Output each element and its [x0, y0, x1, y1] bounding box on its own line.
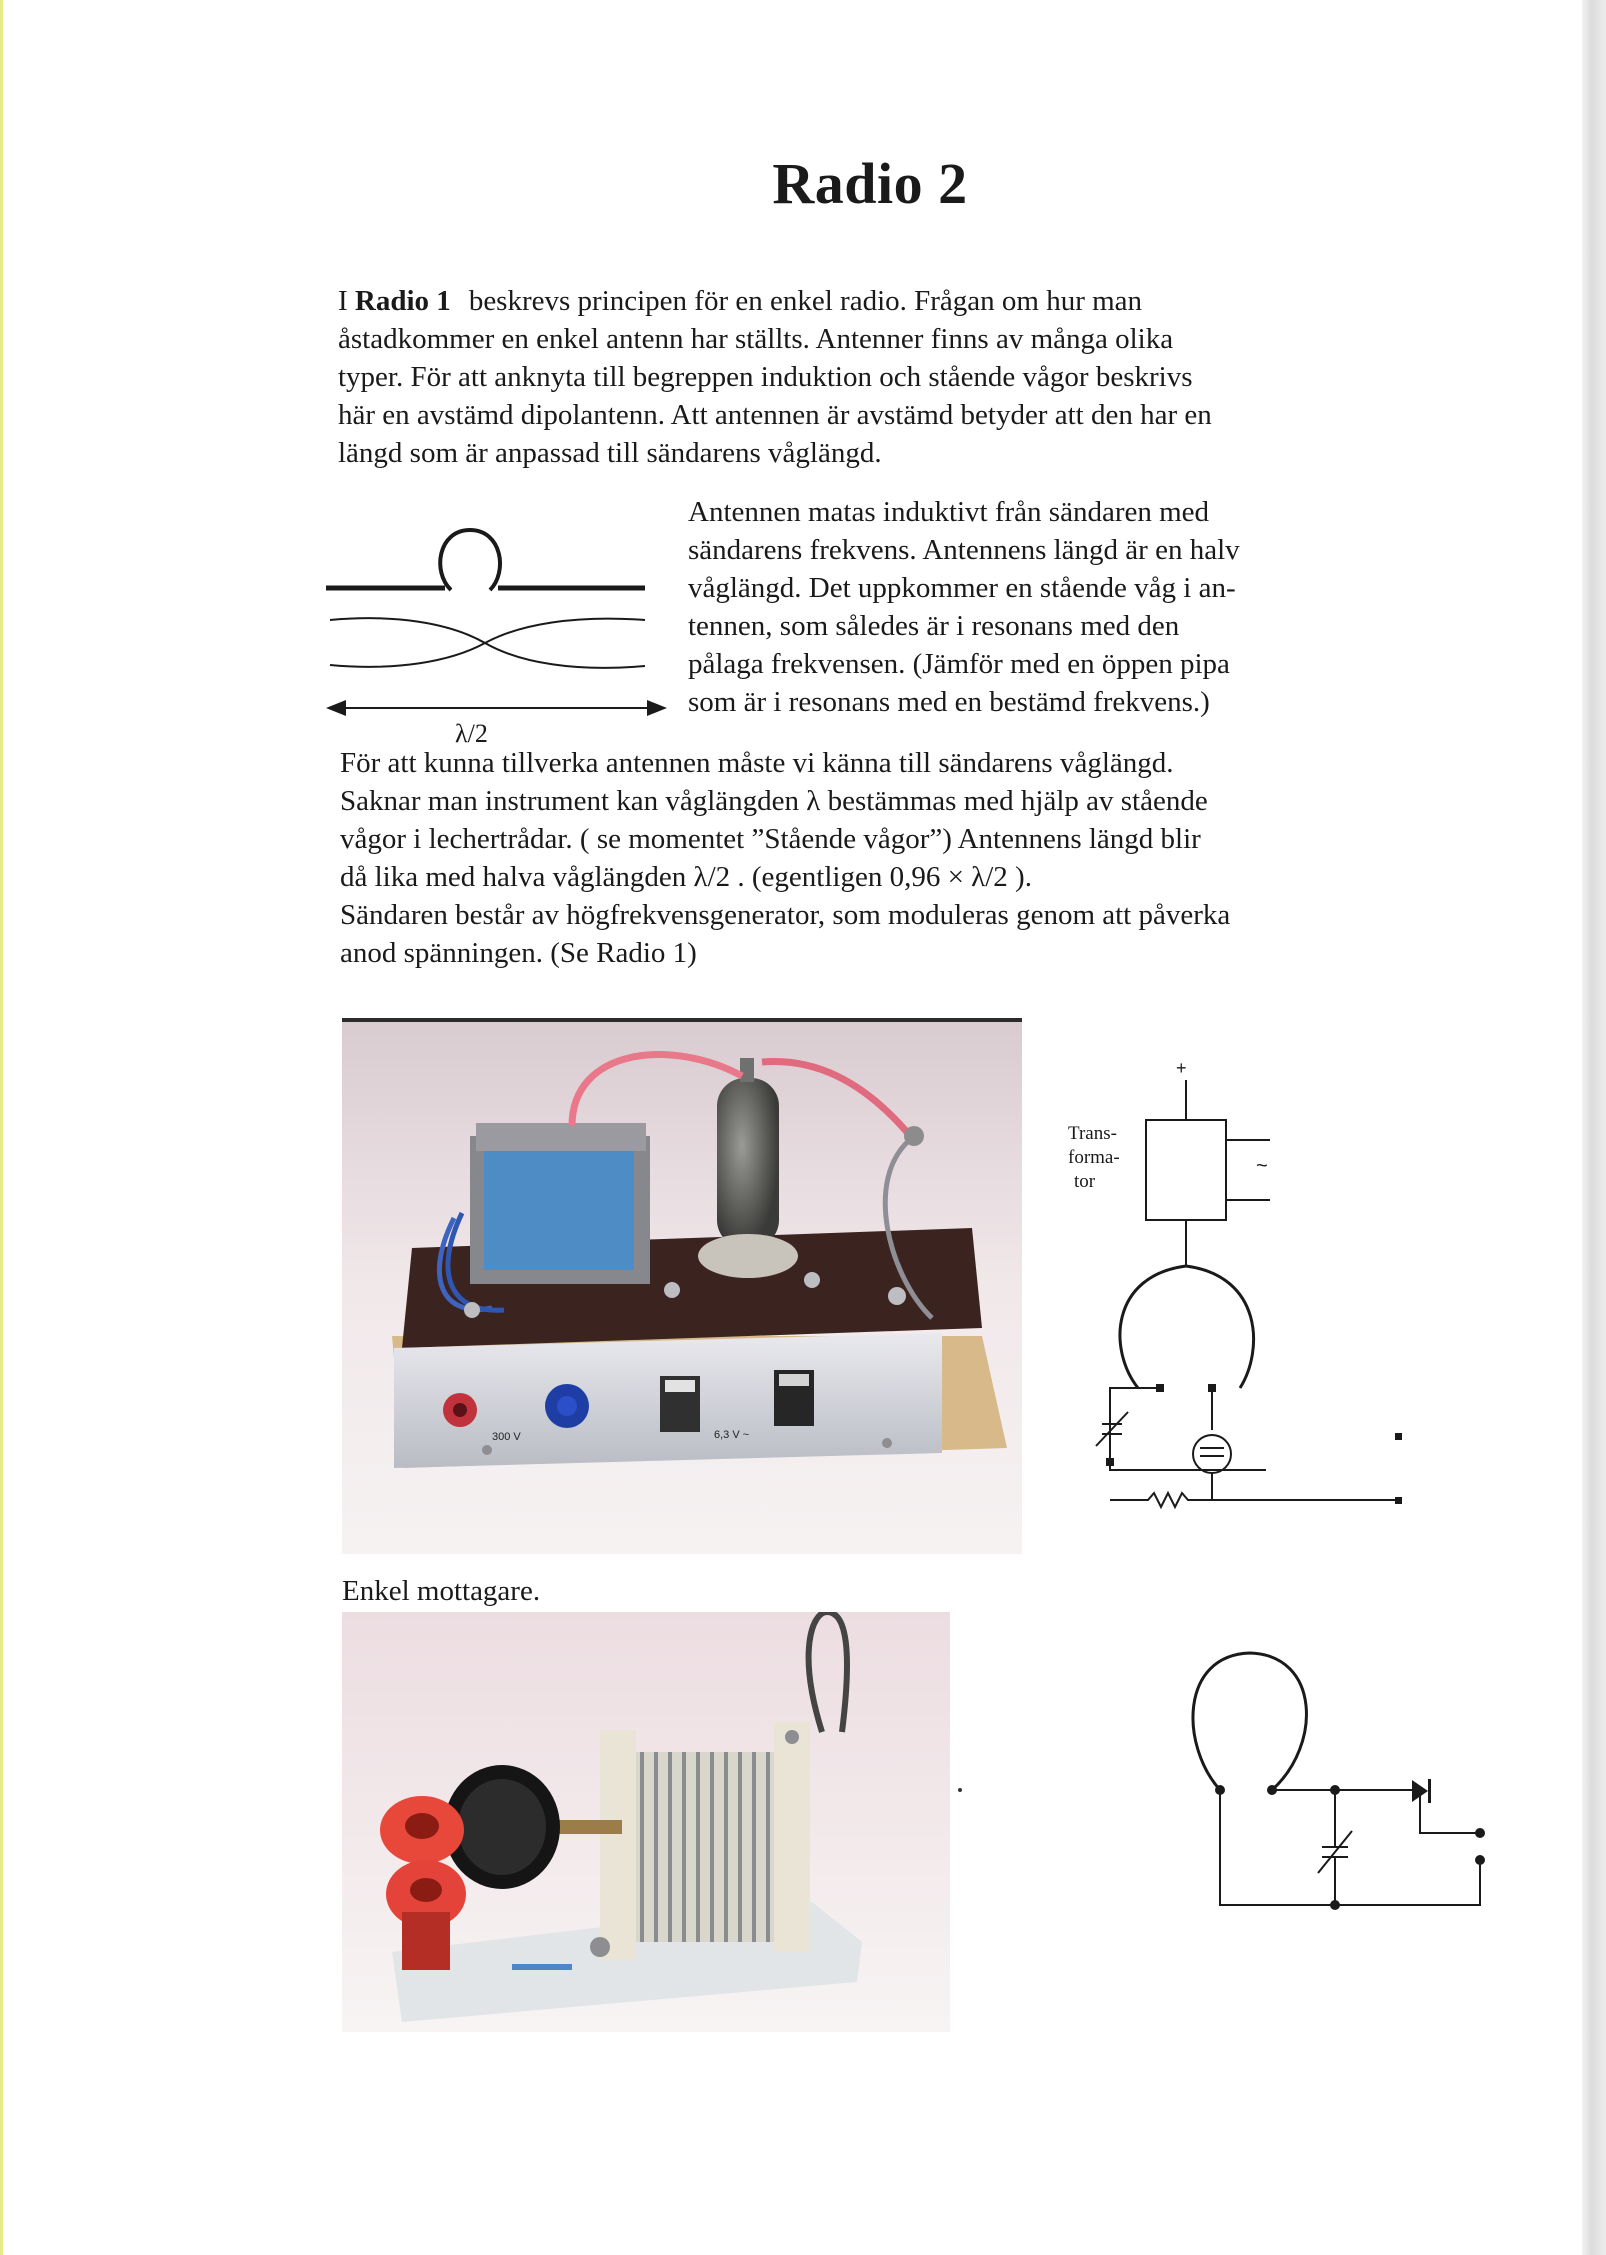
tube-grid [1200, 1448, 1224, 1456]
plus-supply-label: + [1176, 1058, 1187, 1078]
left-lead [1220, 1790, 1480, 1905]
output-node-top [1475, 1828, 1485, 1838]
coil-node-left [1215, 1785, 1225, 1795]
length-arrow-left-head [326, 700, 346, 716]
capacitor-node-bottom [1330, 1900, 1340, 1910]
standing-wave-lower [330, 619, 645, 667]
receiver-caption: Enkel mottagare. [342, 1575, 541, 1607]
output-terminal-bottom [1395, 1497, 1402, 1504]
half-wavelength-label: λ/2 [455, 719, 488, 748]
diode-bar [1428, 1779, 1431, 1803]
feed-loop [440, 530, 500, 590]
page-edge-left [0, 0, 3, 2255]
transmitter-photo [342, 1018, 1022, 1554]
dipole-antenna-diagram [320, 520, 680, 750]
tube-symbol [1193, 1435, 1231, 1473]
junction-dot [1106, 1458, 1114, 1466]
intro-text: beskrevs principen för en enkel radio. Frågan om hur man åstadkommer en enkel antenn har ställts. Antenner finns av många olika typer. För att anknyta till begreppen induktion och stående vågor beskrivs här en avstämd dipolantenn. Att antennen är avstämd betyder att den har en längd som är anpassad till sändarens våglängd. [338, 285, 1212, 469]
stray-mark [958, 1788, 962, 1792]
photo-label-63v: 6,3 V ~ [714, 1429, 750, 1441]
coil-node-right [1267, 1785, 1277, 1795]
capacitor-arrow [1096, 1412, 1128, 1446]
radio1-reference: Radio 1 [354, 285, 451, 317]
intro-paragraph [338, 282, 1378, 472]
receiver-photo [342, 1612, 950, 2032]
coil-terminal-right [1208, 1384, 1216, 1392]
capacitor-lead [1110, 1448, 1266, 1470]
transformer-label-line2: forma- [1068, 1147, 1120, 1168]
transformer-label-line3: tor [1074, 1171, 1096, 1192]
right-lead [1272, 1790, 1480, 1833]
capacitor-node-top [1330, 1785, 1340, 1795]
transformer-box [1146, 1120, 1226, 1220]
tank-coil [1120, 1266, 1254, 1388]
photo-label-300v: 300 V [492, 1431, 521, 1443]
page-title: Radio 2 [772, 151, 968, 216]
receiver-coil [1193, 1653, 1306, 1790]
output-node-bottom [1475, 1855, 1485, 1865]
transmitter-schematic [1048, 1050, 1418, 1520]
intro-lead: I [338, 285, 348, 317]
output-terminal-top [1395, 1433, 1402, 1440]
body-paragraph: För att kunna tillverka antennen måste vi känna till sändarens våglängd. Saknar man instrument kan våglängden λ bestämmas med hjälp av stående vågor i lechertrådar. ( se momentet ”Stående vågor”) Antennens längd blir då lika med halva våglängden λ/2 . (egentligen 0,96 × λ/2 ). Sändaren består av högfrekvensgenerator, som moduleras genom att påverka anod spänningen. (Se Radio 1) [340, 747, 1231, 969]
coil-terminal-left [1156, 1384, 1164, 1392]
receiver-schematic [1160, 1645, 1490, 1915]
length-arrow-right-head [647, 700, 667, 716]
grid-resistor [1110, 1473, 1212, 1507]
page-edge-right [1582, 0, 1606, 2255]
ac-symbol: ~ [1256, 1155, 1268, 1177]
transformer-label-line1: Trans- [1068, 1123, 1117, 1144]
antenna-paragraph: Antennen matas induktivt från sändaren med sändarens frekvens. Antennens längd är en halv våglängd. Det uppkommer en stående våg i an- tennen, som således är i resonans med den pålaga frekvensen. (Jämför med en öppen pipa som är i resonans med en bestämd frekvens.) [688, 496, 1240, 717]
coil-left-lead [1110, 1388, 1158, 1448]
standing-wave-upper [330, 618, 645, 668]
